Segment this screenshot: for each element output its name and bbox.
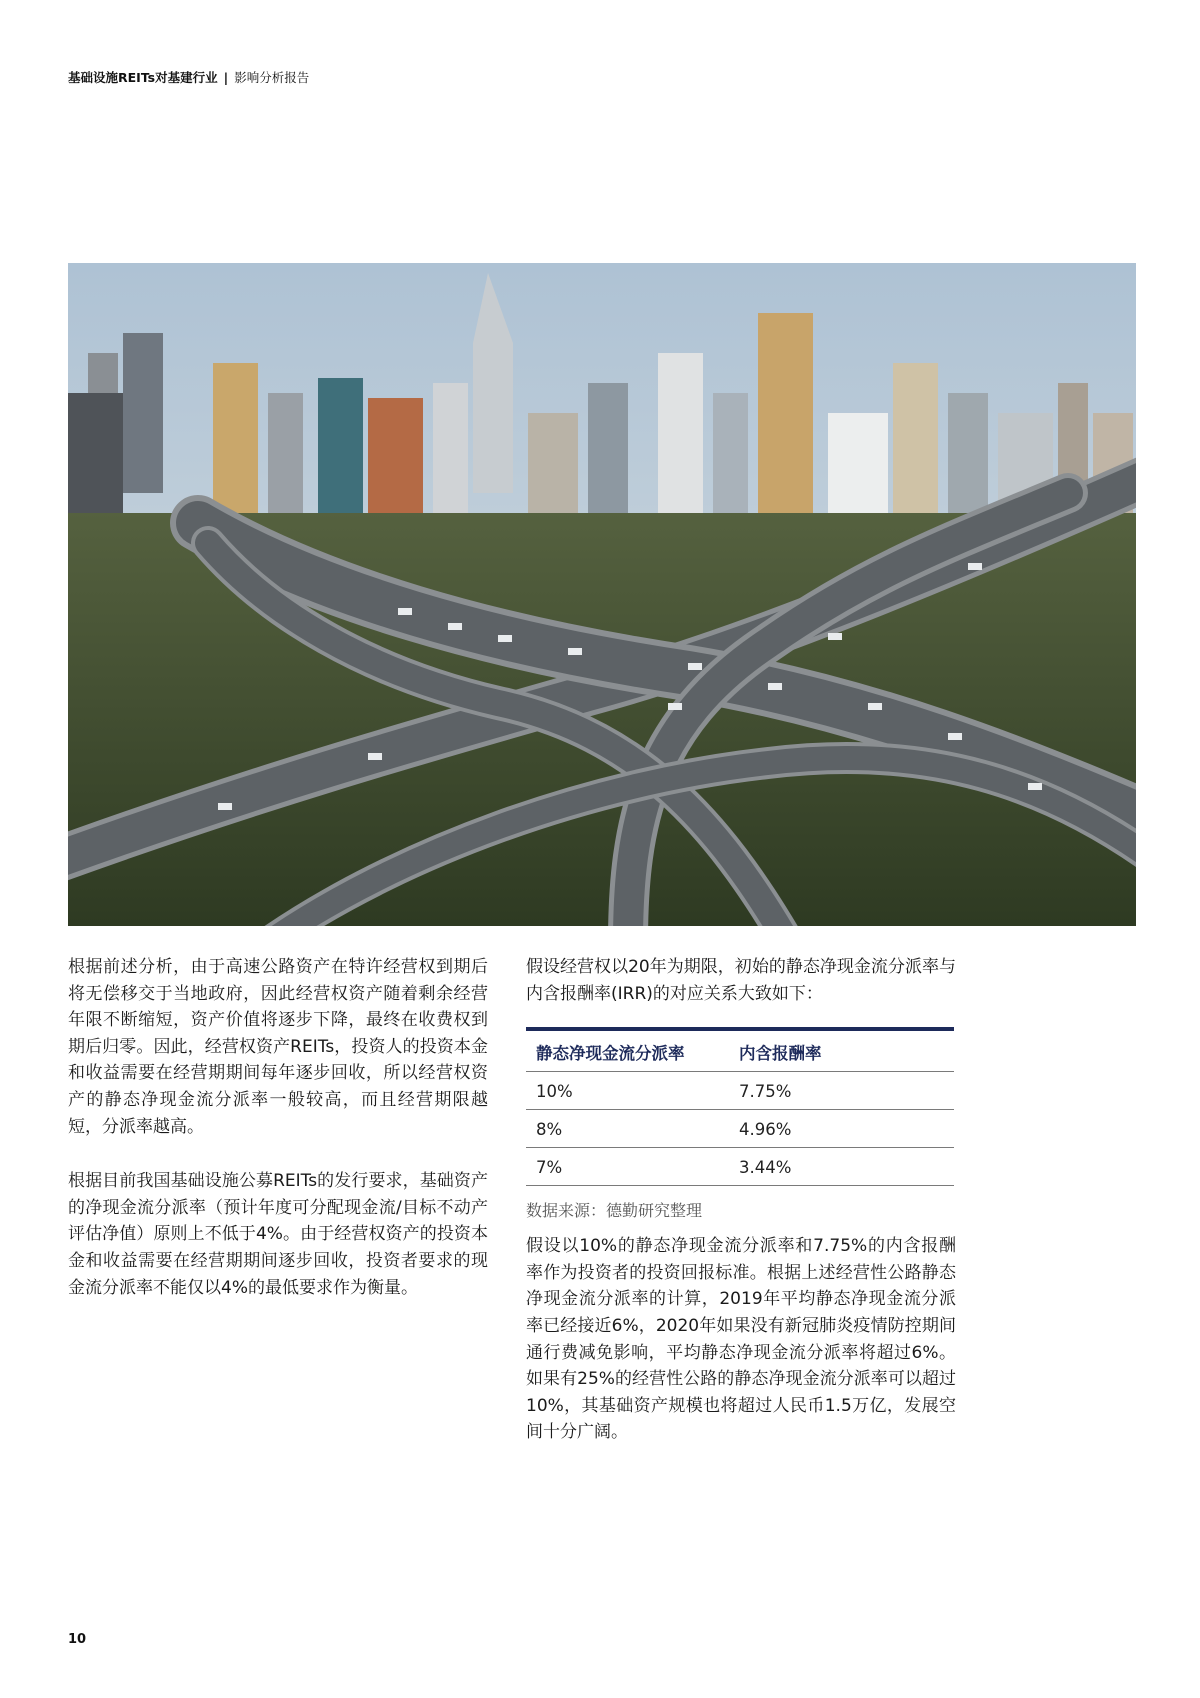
page-number: 10	[68, 1632, 87, 1647]
table-row	[526, 1148, 954, 1186]
table-cell: 8%	[526, 1110, 729, 1148]
right-column	[526, 954, 956, 1474]
highway-interchange-photo	[68, 263, 1136, 926]
table-cell: 3.44%	[729, 1148, 954, 1186]
table-cell: 7%	[526, 1148, 729, 1186]
paragraph-table-intro: 假设经营权以20年为期限，初始的静态净现金流分派率与内含报酬率(IRR)的对应关系大致如下：	[526, 957, 956, 1004]
table-cell: 7.75%	[729, 1072, 954, 1110]
header-subtitle: 影响分析报告	[234, 70, 310, 85]
paragraph-distribution-requirement: 根据目前我国基础设施公募REITs的发行要求，基础资产的净现金流分派率（预计年度可分配现金流/目标不动产评估净值）原则上不低于4%。由于经营权资产的投资本金和收益需要在经营期期间逐步回收，投资者要求的现金流分派率不能仅以4%的最低要求作为衡量。	[68, 1171, 488, 1298]
table-header-irr: 内含报酬率	[729, 1029, 954, 1072]
data-source-note: 数据来源：德勤研究整理	[526, 1201, 703, 1221]
paragraph-expressway-rights: 根据前述分析，由于高速公路资产在特许经营权到期后将无偿移交于当地政府，因此经营权资产随着剩余经营年限不断缩短，资产价值将逐步下降，最终在收费权到期后归零。因此，经营权资产REITs，投资人的投资本金和收益需要在经营期期间每年逐步回收，所以经营权资产的静态净现金流分派率一般较高，而且经营期限越短，分派率越高。	[68, 957, 488, 1137]
header-separator: |	[223, 70, 229, 85]
table-header-row	[526, 1029, 954, 1072]
irr-table	[526, 1027, 954, 1186]
table-header-distribution-rate: 静态净现金流分派率	[526, 1029, 729, 1072]
table-row	[526, 1110, 954, 1148]
paragraph-return-scenario: 假设以10%的静态净现金流分派率和7.75%的内含报酬率作为投资者的投资回报标准。根据上述经营性公路静态净现金流分派率的计算，2019年平均静态净现金流分派率已经接近6%，2020年如果没有新冠肺炎疫情防控期间通行费减免影响，平均静态净现金流分派率将超过6%。如果有25%的经营性公路的静态净现金流分派率可以超过10%，其基础资产规模也将超过人民币1.5万亿，发展空间十分广阔。	[526, 1236, 956, 1443]
table-cell: 10%	[526, 1072, 729, 1110]
table-cell: 4.96%	[729, 1110, 954, 1148]
left-column	[68, 954, 488, 1329]
header-title: 基础设施REITs对基建行业	[68, 70, 218, 85]
table-row	[526, 1072, 954, 1110]
running-header	[68, 68, 309, 86]
